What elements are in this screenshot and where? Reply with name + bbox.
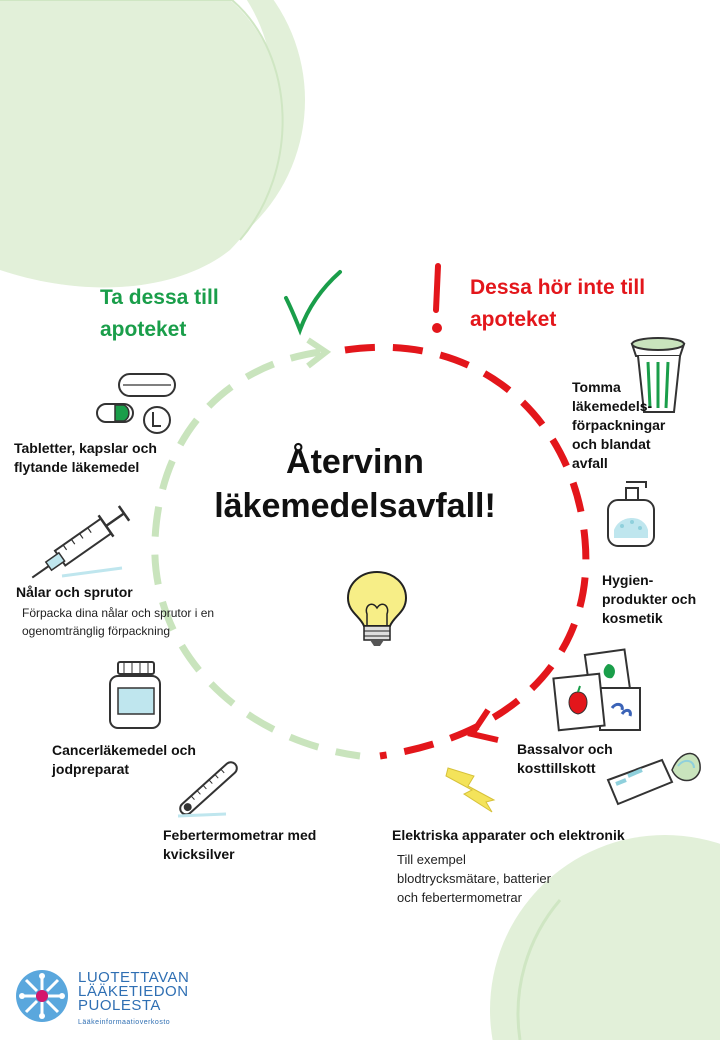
accept-item-syringe-note: Förpacka dina nålar och sprutor i en ogenomtränglig förpackning <box>22 606 215 638</box>
logo-small-text: Lääkeinformaatioverkosto <box>78 1019 171 1026</box>
light-bulb-icon <box>342 566 412 650</box>
logo-line-3: PUOLESTA <box>78 997 161 1014</box>
reject-item-electronics-label: Elektriska apparater och elektronik <box>392 827 625 843</box>
accept-item-thermometer-label: Febertermometrar med kvicksilver <box>163 827 317 862</box>
accept-item-syringe-label: Nålar och sprutor <box>16 584 133 600</box>
network-logo-icon <box>14 968 70 1024</box>
main-title: Återvinn läkemedelsavfall! <box>214 443 496 525</box>
logo-line-1: LUOTETTAVAN <box>78 969 190 986</box>
accept-heading: Ta dessa till apoteket <box>100 286 219 341</box>
tube-icon <box>602 740 706 810</box>
logo-line-2: LÄÄKETIEDON <box>78 983 189 1000</box>
soap-dispenser-icon <box>600 474 664 550</box>
reject-heading: Dessa hör inte till apoteket <box>470 276 646 331</box>
syringe-icon <box>22 504 142 584</box>
ointment-supplement-icon <box>552 648 644 734</box>
accept-item-pills-label: Tabletter, kapslar och flytande läkemedel <box>14 440 157 475</box>
reject-item-hygiene-label: Hygien-produkter och kosmetik <box>602 572 697 626</box>
reject-item-electronics-note: Till exempel blodtrycksmätare, batterier och febertermometrar <box>397 852 551 905</box>
medicine-jar-icon <box>104 658 168 734</box>
accept-item-jar-label: Cancerläkemedel och jodpreparat <box>52 742 196 777</box>
logo-wordmark <box>78 971 198 1030</box>
reject-item-trash-label: Tomma läkemedels-förpackningar och blandat avfall <box>572 379 666 471</box>
reject-item-ointment-label: Bassalvor och kosttillskott <box>517 741 613 776</box>
lightning-icon <box>440 760 500 816</box>
pills-icon <box>95 368 185 440</box>
thermometer-icon <box>170 752 250 822</box>
